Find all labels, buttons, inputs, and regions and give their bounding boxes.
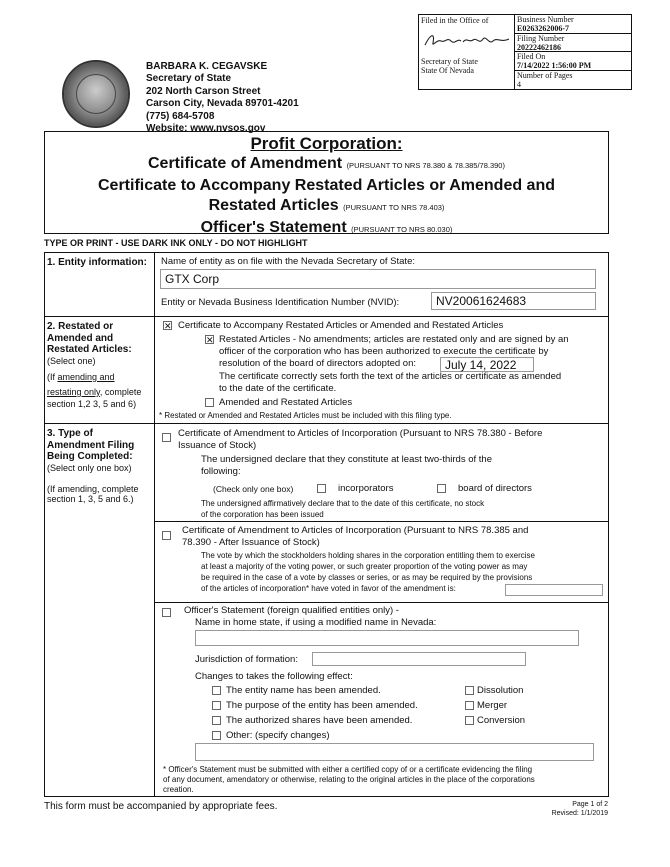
filed-on-value: 7/14/2022 1:56:00 PM <box>517 61 592 70</box>
title-line-5 <box>45 218 608 240</box>
restated-line-5: to the date of the certificate. <box>219 383 337 394</box>
phone: (775) 684-5708 <box>146 110 215 122</box>
amended-restated-label: Amended and Restated Articles <box>219 397 353 408</box>
fees-note: This form must be accompanied by appropriate fees. <box>44 801 278 812</box>
jurisdiction-label: Jurisdiction of formation: <box>195 654 298 665</box>
nvid-input[interactable]: NV20061624683 <box>431 292 596 310</box>
incorporators-checkbox[interactable] <box>317 484 326 493</box>
before-issuance-line-2: Issuance of Stock) <box>178 440 257 451</box>
instructions: TYPE OR PRINT - USE DARK INK ONLY - DO NOT HIGHLIGHT <box>44 238 308 248</box>
title-amendment-note: (PURSUANT TO NRS 78.380 & 78.385/78.390) <box>346 161 505 170</box>
conversion-checkbox[interactable] <box>465 716 474 725</box>
main-option-checkbox[interactable]: ✕ <box>164 321 172 331</box>
no-stock-line-1: The undersigned affirmatively declare that to the date of this certificate, no stock <box>201 499 485 508</box>
restated-line-1: Restated Articles - No amendments; articles are restated only and are signed by an <box>219 334 569 345</box>
dissolution-checkbox[interactable] <box>465 686 474 695</box>
dissolution-label: Dissolution <box>477 685 524 696</box>
amended-restated-checkbox[interactable] <box>205 398 214 407</box>
officer-note-line-3: creation. <box>163 785 194 794</box>
revised-date: Revised: 1/1/2019 <box>551 810 608 817</box>
name-amended-label: The entity name has been amended. <box>226 685 381 696</box>
vote-line-4: of the articles of incorporation* have voted in favor of the amendment is: <box>201 584 456 593</box>
filed-on-label: Filed On <box>517 52 546 61</box>
pages-cell <box>515 71 631 90</box>
vote-input[interactable] <box>505 584 603 596</box>
form-title-box <box>44 131 609 234</box>
officer-note-line-2: of any document, amendatory or otherwise, relating to the original articles in the place of the corporations <box>163 775 535 784</box>
merger-checkbox[interactable] <box>465 701 474 710</box>
before-issuance-line-1: Certificate of Amendment to Articles of Incorporation (Pursuant to NRS 78.380 - Before <box>178 428 543 439</box>
shares-amended-label: The authorized shares have been amended. <box>226 715 413 726</box>
state-seal <box>62 60 130 128</box>
filing-stamp <box>418 14 632 90</box>
form-frame <box>44 252 609 797</box>
officer-note-line-1: * Officer's Statement must be submitted with either a certified copy of or a certificate evidencing the filing <box>163 765 533 774</box>
title-line-4 <box>45 196 608 218</box>
filed-label: Filed in the Office of <box>421 16 489 25</box>
restated-line-2: officer of the corporation who has been authorized to execute the certificate by <box>219 346 549 357</box>
board-label: board of directors <box>458 483 532 494</box>
section-3-label: 3. Type of Amendment Filing Being Completed: (Select only one box) (If amending, complete section 1, 3, 5 and 6.) <box>47 428 139 504</box>
restated-line-3: resolution of the board of directors adopted on: <box>219 358 416 369</box>
section-2-label: 2. Restated or Amended and Restated Articles: (Select one) (If amending and restating only, complete section 1,2 3, 5 and 6) <box>47 321 142 409</box>
business-number-label: Business Number <box>517 15 574 24</box>
title-restated-note: (PURSUANT TO NRS 78.403) <box>343 203 445 212</box>
shares-amended-checkbox[interactable] <box>212 716 221 725</box>
title-officer: Officer's Statement <box>200 219 347 236</box>
restated-line-4: The certificate correctly sets forth the text of the articles or certificate as amended <box>219 371 562 382</box>
secretary-header <box>146 61 299 135</box>
after-issuance-checkbox[interactable] <box>162 531 171 540</box>
restated-checkbox[interactable]: ✕ <box>206 335 214 345</box>
vote-line-1: The vote by which the stockholders holding shares in the corporation entitling them to exercise <box>201 551 535 560</box>
address-line-1: 202 North Carson Street <box>146 85 261 97</box>
merger-label: Merger <box>477 700 508 711</box>
home-state-name-input[interactable] <box>195 630 579 646</box>
other-checkbox[interactable] <box>212 731 221 740</box>
officer-statement-checkbox[interactable] <box>162 608 171 617</box>
filed-on-cell <box>515 52 631 71</box>
pages-label: Number of Pages <box>517 70 573 80</box>
other-changes-input[interactable] <box>195 743 594 761</box>
title-officer-note: (PURSUANT TO NRS 80.030) <box>351 225 453 234</box>
office-line-2: State Of Nevada <box>421 66 474 75</box>
officer-statement-label: Officer's Statement (foreign qualified entities only) - <box>184 605 399 616</box>
check-only-one: (Check only one box) <box>213 484 294 494</box>
secretary-name: BARBARA K. CEGAVSKE <box>146 61 268 72</box>
filing-number-value: 20222462186 <box>517 42 561 52</box>
title-restated: Restated Articles <box>208 197 339 214</box>
after-issuance-line-2: 78.390 - After Issuance of Stock) <box>182 537 320 548</box>
title-amendment: Certificate of Amendment <box>148 155 343 172</box>
title-line-2 <box>45 154 608 176</box>
name-amended-checkbox[interactable] <box>212 686 221 695</box>
main-option-label: Certificate to Accompany Restated Articles or Amended and Restated Articles <box>178 320 504 331</box>
no-stock-line-2: of the corporation has been issued <box>201 510 324 519</box>
before-issuance-checkbox[interactable] <box>162 433 171 442</box>
title-line-1: Profit Corporation: <box>250 134 403 153</box>
conversion-label: Conversion <box>477 715 526 726</box>
declare-line-1: The undersigned declare that they constitute at least two-thirds of the <box>201 454 492 465</box>
jurisdiction-input[interactable] <box>312 652 526 666</box>
board-checkbox[interactable] <box>437 484 446 493</box>
signature <box>423 29 511 51</box>
entity-name-input[interactable]: GTX Corp <box>160 269 596 289</box>
after-issuance-line-1: Certificate of Amendment to Articles of Incorporation (Pursuant to NRS 78.385 and <box>182 525 529 536</box>
purpose-amended-label: The purpose of the entity has been amended. <box>226 700 418 711</box>
declare-line-2: following: <box>201 466 241 477</box>
adopted-date-input[interactable]: July 14, 2022 <box>440 357 534 372</box>
page-number: Page 1 of 2 <box>572 801 608 808</box>
vote-line-2: at least a majority of the voting power, or such greater proportion of the voting power as may <box>201 562 528 571</box>
filing-office <box>419 15 515 89</box>
title-line-3: Certificate to Accompany Restated Articles or Amended and <box>98 177 555 194</box>
changes-label: Changes to takes the following effect: <box>195 671 353 682</box>
filing-number-cell <box>515 34 631 53</box>
incorporators-label: incorporators <box>338 483 394 494</box>
business-number-value: E0263262006-7 <box>517 24 569 33</box>
secretary-title: Secretary of State <box>146 73 232 85</box>
website: Website: www.nvsos.gov <box>146 123 266 135</box>
other-label: Other: (specify changes) <box>226 730 330 741</box>
entity-name-label: Name of entity as on file with the Nevada Secretary of State: <box>161 256 415 267</box>
office-line-1: Secretary of State <box>421 57 478 66</box>
business-number-cell <box>515 15 631 34</box>
vote-line-3: be required in the case of a vote by classes or series, or as may be required by the provisions <box>201 573 533 582</box>
pages-value: 4 <box>517 79 521 89</box>
purpose-amended-checkbox[interactable] <box>212 701 221 710</box>
nvid-label: Entity or Nevada Business Identification Number (NVID): <box>161 297 400 308</box>
filing-details <box>515 15 631 89</box>
address-line-2: Carson City, Nevada 89701-4201 <box>146 98 299 110</box>
section-2-note: * Restated or Amended and Restated Articles must be included with this filing type. <box>159 411 452 420</box>
home-state-name-label: Name in home state, if using a modified name in Nevada: <box>195 617 437 628</box>
section-1-label: 1. Entity information: <box>47 257 147 268</box>
filing-number-label: Filing Number <box>517 33 565 43</box>
page-info <box>536 800 608 818</box>
